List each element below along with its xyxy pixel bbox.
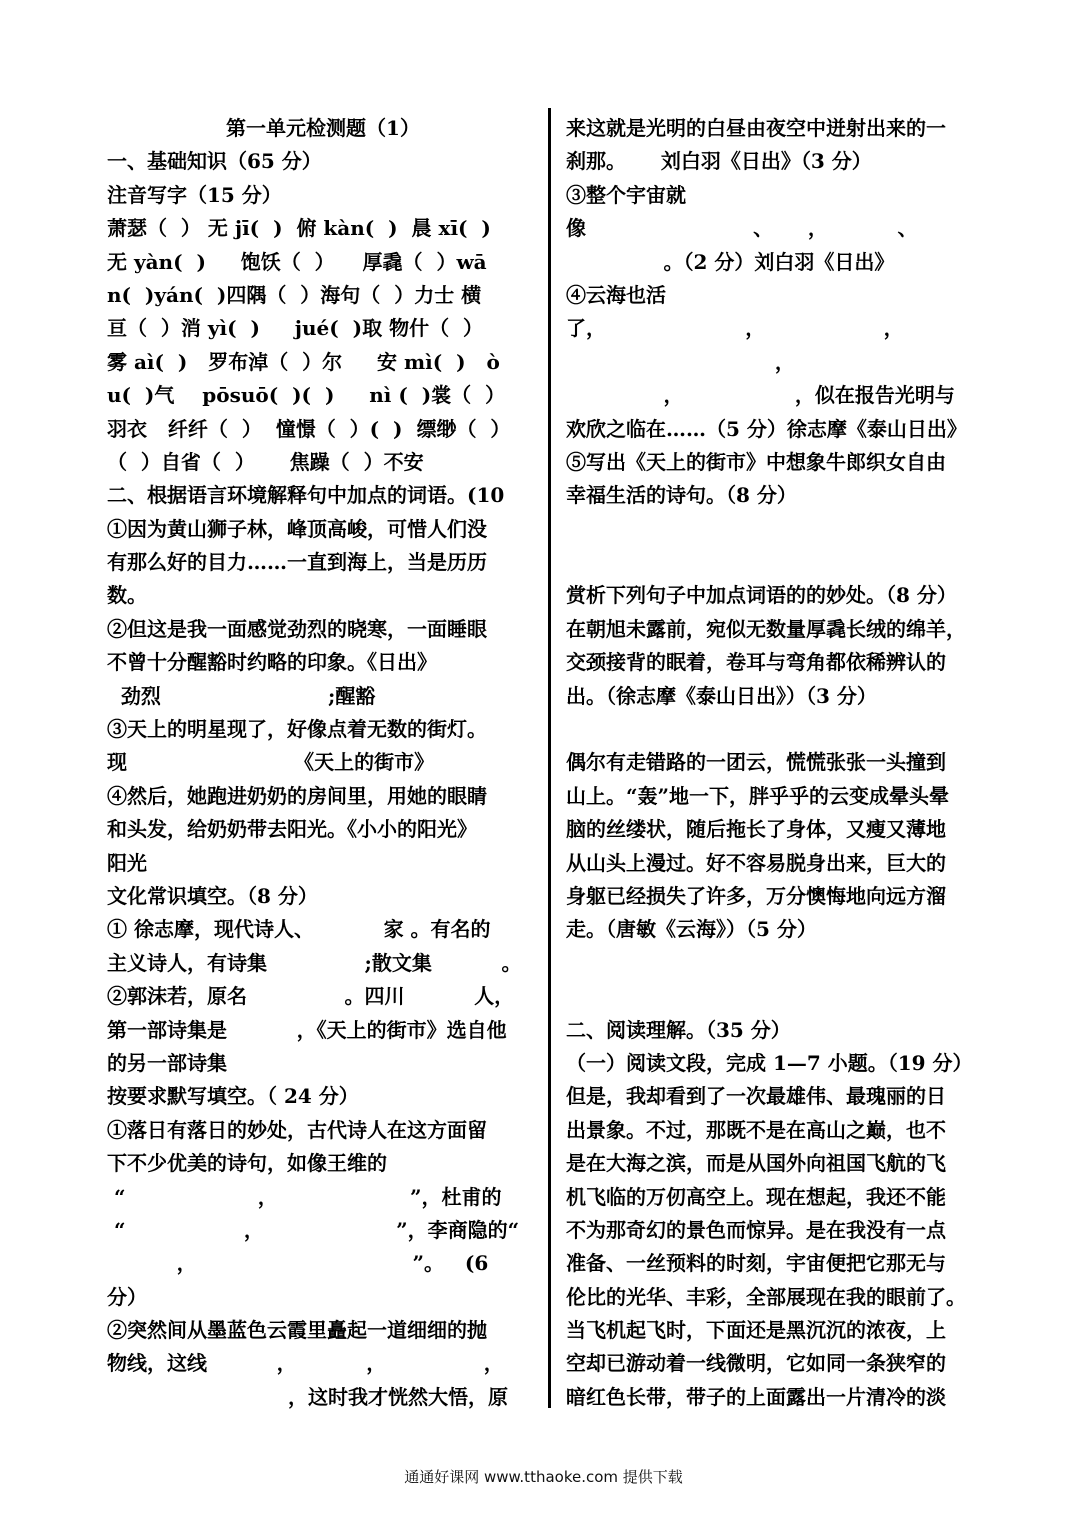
text-line: 伦比的光华、丰彩，全部展现在我的眼前了。: [566, 1284, 966, 1309]
text-line: “ ， ”，杜甫的: [107, 1184, 502, 1209]
right-column: [566, 112, 996, 1414]
text-line: 有那么好的目力……一直到海上，当是历历: [107, 550, 487, 575]
text-line: 交颈接背的眠着，卷耳与弯角都依稀辨认的: [566, 650, 946, 675]
text-line: 幸福生活的诗句。（8 分）: [566, 483, 797, 508]
text-line: 下不少优美的诗句，如像王维的: [107, 1151, 387, 1176]
text-line: 主义诗人，有诗集 ;散文集 。: [107, 950, 522, 975]
text-line: 但是，我却看到了一次最雄伟、最瑰丽的日: [566, 1084, 946, 1109]
text-line: 刹那。 刘白羽《日出》（3 分）: [566, 149, 872, 174]
text-line: 劲烈 ;醒豁: [107, 683, 376, 708]
left-column: [107, 112, 539, 1414]
text-line: 脑的丝缕状，随后拖长了身体，又瘦又薄地: [566, 817, 946, 842]
page-title: 第一单元检测题（1）: [226, 116, 420, 140]
text-line: 空却已游动着一线微明，它如同一条狭窄的: [566, 1351, 946, 1376]
text-line: 文化常识填空。（8 分）: [107, 883, 318, 908]
text-line: 山上。“轰”地一下，胖乎乎的云变成晕头晕: [566, 783, 950, 808]
text-line: 不曾十分醒豁时约略的印象。《日出》: [107, 650, 437, 675]
text-line: [566, 713, 996, 746]
text-line: ①因为黄山狮子林，峰顶高峻，可惜人们没: [107, 516, 487, 541]
text-line: ，这时我才恍然大悟，原: [107, 1384, 509, 1409]
text-line: ④然后，她跑进奶奶的房间里，用她的眼睛: [107, 783, 487, 808]
text-line: 二、根据语言环境解释句中加点的词语。(10: [107, 483, 505, 508]
text-line: 暗红色长带，带子的上面露出一片清冷的淡: [566, 1384, 946, 1409]
text-line: ③天上的明星现了，好像点着无数的街灯。: [107, 717, 487, 742]
text-line: 萧瑟（ ） 无 jī( ) 俯 kàn( ) 晨 xī( ): [107, 216, 491, 241]
text-line: [566, 980, 996, 1013]
text-line: 赏析下列句子中加点词语的的妙处。（8 分）: [566, 583, 957, 608]
page-footer: 通通好课网 www.tthaoke.com 提供下载: [404, 1468, 683, 1486]
text-line: 一、基础知识（65 分）: [107, 149, 322, 174]
text-line: ， ”。 (6: [107, 1251, 489, 1276]
text-line: 按要求默写填空。（ 24 分）: [107, 1084, 359, 1109]
text-line: ， ，似在报告光明与: [566, 383, 955, 408]
text-line: 的另一部诗集: [107, 1050, 227, 1075]
text-line: ③整个宇宙就: [566, 182, 686, 207]
text-line: （一）阅读文段，完成 1—7 小题。（19 分）: [566, 1050, 973, 1075]
text-line: [566, 546, 996, 579]
text-line: （ ）自省（ ） 焦躁（ ）不安: [107, 449, 424, 474]
text-line: 机飞临的万仞高空上。现在想起，我还不能: [566, 1184, 946, 1209]
text-line: ④云海也活: [566, 282, 666, 307]
text-line: 阳光: [107, 850, 147, 875]
text-line: [566, 947, 996, 980]
text-line: ①落日有落日的妙处，古代诗人在这方面留: [107, 1117, 487, 1142]
text-line: 物线，这线 ， ， ，: [107, 1351, 504, 1376]
text-line: ②但这是我一面感觉劲烈的晓寒，一面睡眼: [107, 616, 487, 641]
text-line: 身躯已经损失了许多，万分懊悔地向远方溜: [566, 883, 946, 908]
text-line: 现 《天上的街市》: [107, 750, 435, 775]
text-line: 来这就是光明的白昼由夜空中迸射出来的一: [566, 116, 946, 140]
text-line: 当飞机起飞时，下面还是黑沉沉的浓夜，上: [566, 1318, 946, 1343]
text-line: 偶尔有走错路的一团云，慌慌张张一头撞到: [566, 750, 946, 775]
text-line: 出。（徐志摩《泰山日出》）（3 分）: [566, 683, 877, 708]
text-line: 不为那奇幻的景色而惊异。是在我没有一点: [566, 1217, 946, 1242]
text-line: 和头发，给奶奶带去阳光。《小小的阳光》: [107, 817, 477, 842]
text-line: 了， ， ，: [566, 316, 904, 341]
text-line: 出景象。不过，那既不是在高山之巅，也不: [566, 1117, 946, 1142]
text-line: 走。（唐敏《云海》）（5 分）: [566, 917, 817, 942]
text-line: 数。: [107, 583, 147, 608]
text-line: 分）: [107, 1284, 147, 1309]
text-line: 是在大海之滨，而是从国外向祖国飞航的飞: [566, 1151, 946, 1176]
text-line: 雾 aì( ) 罗布淖（ ）尔 安 mì( ) ò: [107, 349, 500, 374]
text-line: 。（2 分）刘白羽《日出》: [566, 249, 895, 274]
text-line: 无 yàn( ) 饱饫（ ） 厚毳（ ）wā: [107, 249, 487, 274]
text-line: 从山头上漫过。好不容易脱身出来，巨大的: [566, 850, 946, 875]
text-line: 准备、一丝预料的时刻，宇宙便把它那无与: [566, 1251, 946, 1276]
text-line: ⑤写出《天上的街市》中想象牛郎织女自由: [566, 449, 946, 474]
text-line: [566, 513, 996, 546]
text-line: ②突然间从墨蓝色云霞里矗起一道细细的抛: [107, 1318, 487, 1343]
text-line: u( )气 pōsuō( )( ) nì ( )裳（ ）: [107, 383, 506, 408]
text-line: ① 徐志摩，现代诗人、 家 。有名的: [107, 917, 491, 942]
column-divider: [548, 108, 551, 1408]
text-line: 注音写字（15 分）: [107, 182, 282, 207]
text-line: 亘（ ）消 yì( ) jué( )取 物什（ ）: [107, 316, 484, 341]
text-line: 在朝旭未露前，宛似无数量厚毳长绒的绵羊，: [566, 616, 966, 641]
text-line: ②郭沫若，原名 。四川 人，: [107, 984, 515, 1009]
text-line: “ ， ”，李商隐的“: [107, 1217, 520, 1242]
text-line: 第一部诗集是 ，《天上的街市》选自他: [107, 1017, 507, 1042]
text-line: 羽衣 纤纤（ ） 憧憬（ ）( ) 缥缈（ ）: [107, 416, 511, 441]
text-line: ，: [566, 349, 795, 374]
text-line: n( )yán( )四隅（ ）海句（ ）力士 横: [107, 282, 482, 307]
text-line: 二、阅读理解。（35 分）: [566, 1017, 791, 1042]
text-line: 像 、 ， 、: [566, 216, 918, 241]
text-line: 欢欣之临在……（5 分）徐志摩《泰山日出》: [566, 416, 967, 441]
